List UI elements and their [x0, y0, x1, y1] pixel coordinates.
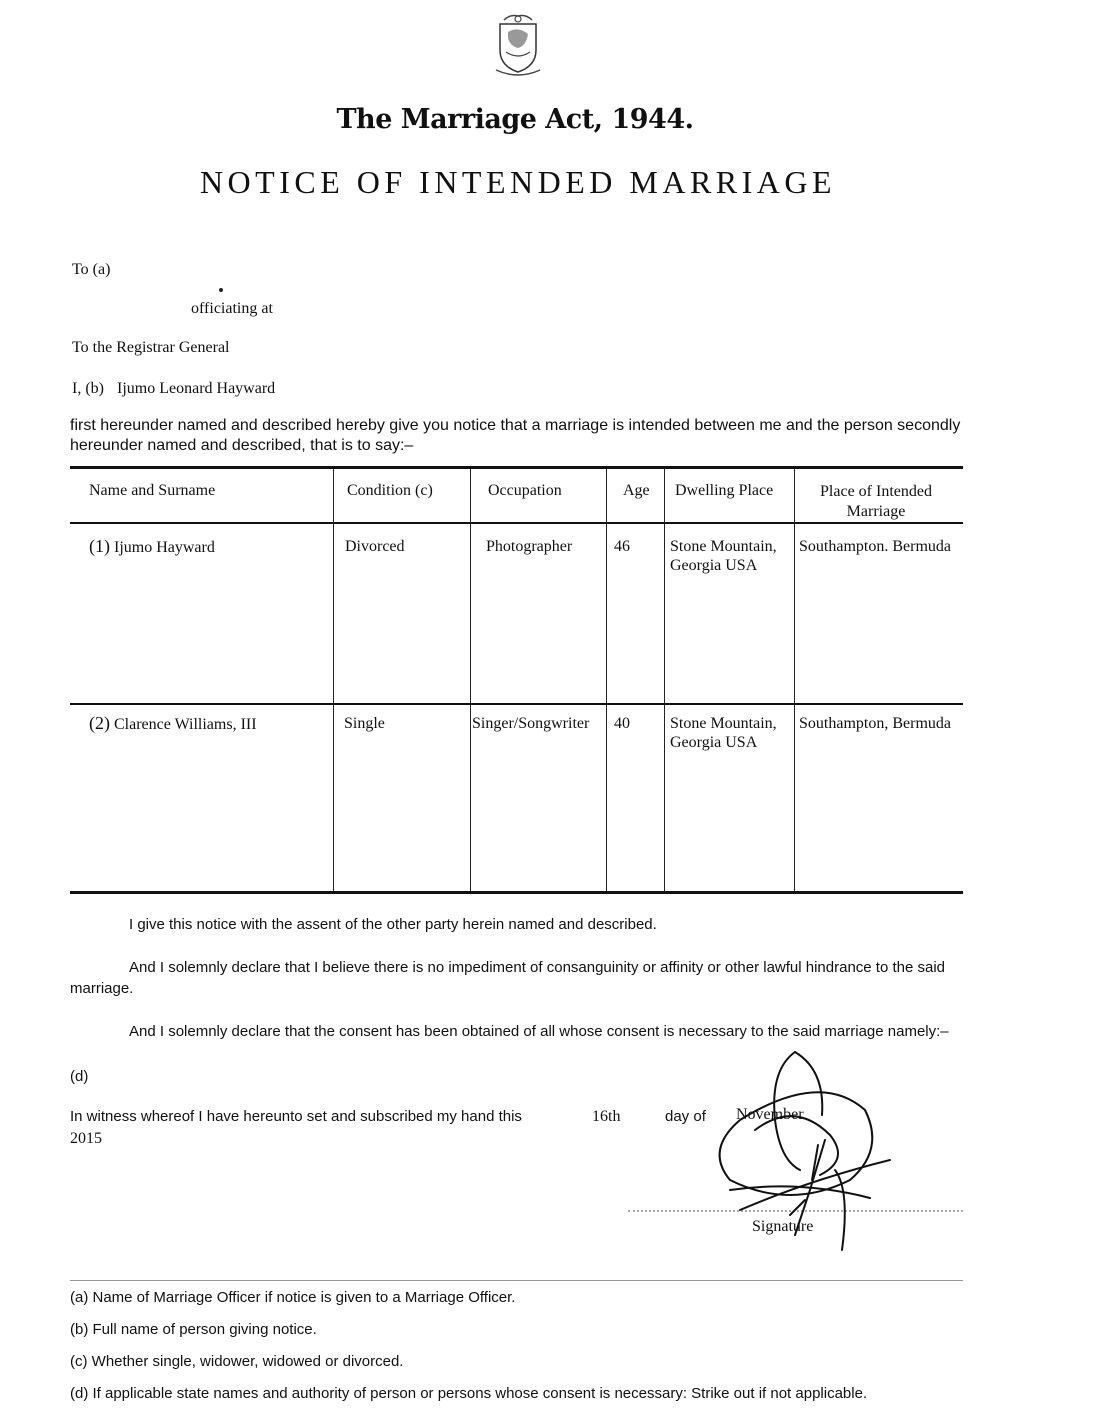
table-top-rule [70, 466, 963, 469]
to-label: To (a) [72, 261, 111, 278]
occupation-value: Singer/Songwriter [472, 715, 590, 732]
row-number: (2) [89, 713, 110, 733]
party-name [89, 714, 257, 734]
table-row-rule [70, 703, 963, 705]
dwelling-value: Stone Mountain, Georgia USA [670, 715, 777, 751]
witness-month: November [736, 1106, 804, 1123]
notice-title: NOTICE OF INTENDED MARRIAGE [199, 164, 837, 200]
place-value: Southampton. Bermuda [799, 538, 951, 555]
header-age: Age [623, 482, 650, 499]
col-divider [470, 468, 471, 892]
place-value: Southampton, Bermuda [799, 715, 951, 732]
footnote-b: (b) Full name of person giving notice. [70, 1321, 317, 1338]
col-divider [664, 468, 665, 892]
footnote-c: (c) Whether single, widower, widowed or divorced. [70, 1353, 404, 1370]
header-place: Place of Intended Marriage [820, 483, 932, 520]
footnote-d: (d) If applicable state names and authority of person or persons whose consent is necessary: Strike out if not applicable. [70, 1385, 868, 1402]
dot-mark [219, 288, 223, 292]
party-name [89, 537, 215, 557]
assent-declaration: I give this notice with the assent of the other party herein named and described. [129, 916, 657, 933]
header-occupation: Occupation [488, 482, 562, 499]
handwritten-signature [700, 1040, 900, 1255]
header-condition: Condition (c) [347, 482, 433, 499]
officiating-label: officiating at [191, 300, 273, 317]
age-value: 40 [614, 715, 630, 732]
i-label: I, (b) [72, 380, 104, 397]
intro-paragraph: first hereunder named and described hereby give you notice that a marriage is intended between me and the person secondly hereunder named and described, that is to say:– [70, 417, 961, 454]
day-of-label: day of [665, 1108, 706, 1125]
d-label: (d) [70, 1068, 89, 1085]
consent-declaration: And I solemnly declare that the consent has been obtained of all whose consent is necessary to the said marriage namely:– [129, 1023, 949, 1040]
row-number: (1) [89, 536, 110, 556]
condition-value: Divorced [345, 538, 405, 555]
witness-year: 2015 [70, 1130, 102, 1147]
header-name: Name and Surname [89, 482, 216, 499]
notice-giver-name: Ijumo Leonard Hayward [117, 380, 276, 397]
col-divider [606, 468, 607, 892]
age-value: 46 [614, 538, 630, 555]
col-divider [333, 468, 334, 892]
registrar-line: To the Registrar General [72, 339, 230, 356]
occupation-value: Photographer [486, 538, 573, 555]
witness-text: In witness whereof I have hereunto set and subscribed my hand this [70, 1108, 522, 1125]
act-title: The Marriage Act, 1944. [336, 104, 694, 135]
condition-value: Single [344, 715, 385, 732]
name-value: Ijumo Hayward [114, 539, 215, 556]
impediment-declaration: And I solemnly declare that I believe there is no impediment of consanguinity or affinity or other lawful hindrance to the said marriage. [70, 959, 946, 997]
dwelling-value: Stone Mountain, Georgia USA [670, 538, 777, 574]
name-value: Clarence Williams, III [114, 716, 257, 733]
table-bottom-rule [70, 891, 963, 894]
signature-label: Signature [752, 1218, 814, 1235]
witness-day: 16th [592, 1108, 621, 1125]
footnote-a: (a) Name of Marriage Officer if notice is given to a Marriage Officer. [70, 1289, 516, 1306]
col-divider [794, 468, 795, 892]
coat-of-arms-icon [490, 12, 546, 78]
footnote-rule [70, 1280, 963, 1281]
table-header-rule [70, 522, 963, 524]
header-dwelling: Dwelling Place [675, 482, 774, 499]
